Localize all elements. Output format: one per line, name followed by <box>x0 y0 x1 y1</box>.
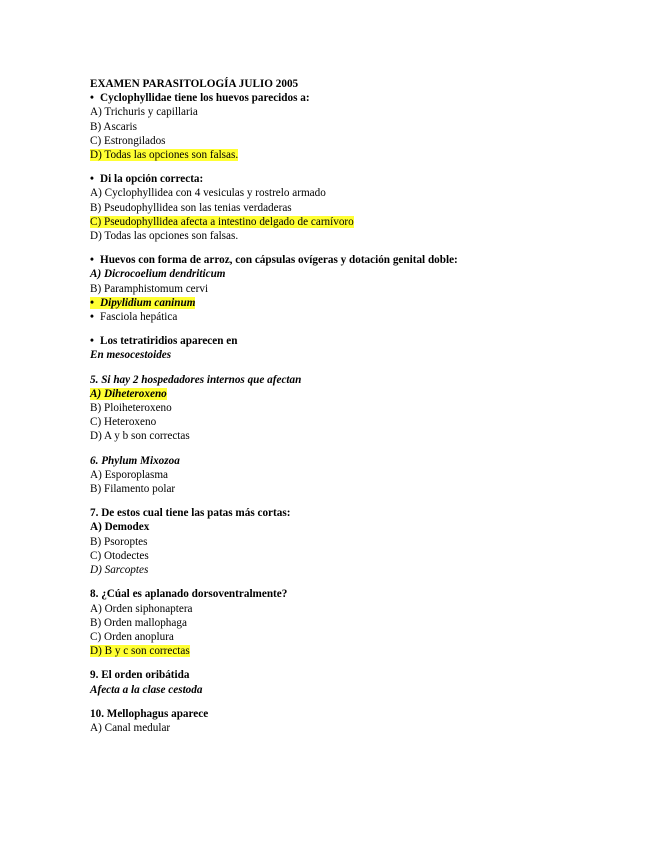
question-5 <box>90 373 610 444</box>
question-10 <box>90 707 610 735</box>
option-c: C) Estrongilados <box>90 134 166 147</box>
option-a: A) Dicrocoelium dendriticum <box>90 268 226 281</box>
question-text: 8. ¿Cúal es aplanado dorsoventralmente? <box>90 588 288 601</box>
question-8 <box>90 587 610 658</box>
question-2 <box>90 172 610 243</box>
option-b: B) Ploiheteroxeno <box>90 402 172 415</box>
question-text: 6. Phylum Mixozoa <box>90 454 180 467</box>
question-text: • Los tetratiridios aparecen en <box>90 334 610 348</box>
option-a: A) Trichuris y capillaria <box>90 106 198 119</box>
option-b: B) Orden mallophaga <box>90 616 187 629</box>
question-text: • Huevos con forma de arroz, con cápsulas ovígeras y dotación genital doble: <box>90 253 610 267</box>
option-d: D) Sarcoptes <box>90 564 149 577</box>
question-text: 9. El orden oribátida <box>90 669 190 682</box>
exam-document <box>90 77 610 735</box>
option-d: D) A y b son correctas <box>90 430 190 443</box>
option-c-highlighted: C) Pseudophyllidea afecta a intestino delgado de carnívoro <box>90 215 354 228</box>
option-a: A) Cyclophyllidea con 4 vesiculas y rostrelo armado <box>90 187 326 200</box>
option-d-highlighted: D) Todas las opciones son falsas. <box>90 149 239 162</box>
option-a: A) Demodex <box>90 521 150 534</box>
option-c: C) Heteroxeno <box>90 416 157 429</box>
option-c: C) Otodectes <box>90 549 149 562</box>
answer: En mesocestoides <box>90 349 172 362</box>
option-d: • Fasciola hepática <box>90 310 610 324</box>
question-text: 10. Mellophagus aparece <box>90 707 209 720</box>
question-text: • Di la opción correcta: <box>90 172 610 186</box>
option-b: B) Pseudophyllidea son las tenias verdaderas <box>90 201 292 214</box>
question-text: 5. Si hay 2 hospedadores internos que afectan <box>90 373 302 386</box>
question-3 <box>90 253 610 324</box>
option-a: A) Orden siphonaptera <box>90 602 193 615</box>
option-a: A) Canal medular <box>90 721 171 734</box>
answer: Afecta a la clase cestoda <box>90 683 203 696</box>
question-4 <box>90 334 610 362</box>
option-b: B) Paramphistomum cervi <box>90 282 209 295</box>
option-b: B) Filamento polar <box>90 483 176 496</box>
option-a: A) Esporoplasma <box>90 468 168 481</box>
question-6 <box>90 454 610 497</box>
question-7 <box>90 506 610 577</box>
option-b: B) Ascaris <box>90 120 137 133</box>
option-d-highlighted: D) B y c son correctas <box>90 645 190 658</box>
option-d: D) Todas las opciones son falsas. <box>90 230 239 243</box>
option-b: B) Psoroptes <box>90 535 148 548</box>
option-a-highlighted: A) Diheteroxeno <box>90 387 167 400</box>
document-title: EXAMEN PARASITOLOGÍA JULIO 2005 <box>90 78 299 90</box>
question-9 <box>90 668 610 696</box>
question-text: • Cyclophyllidae tiene los huevos parecidos a: <box>90 91 610 105</box>
question-text: 7. De estos cual tiene las patas más cortas: <box>90 507 291 520</box>
option-c: C) Orden anoplura <box>90 630 174 643</box>
question-1 <box>90 91 610 162</box>
option-c-highlighted: • Dipylidium caninum <box>90 297 195 309</box>
